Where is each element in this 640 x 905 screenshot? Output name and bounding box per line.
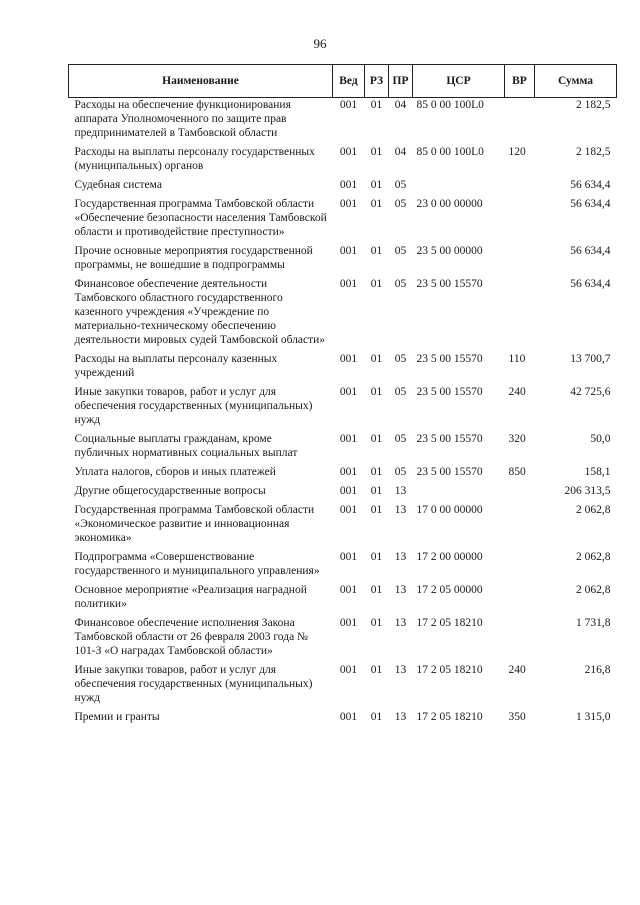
row-csr: 23 5 00 15570 [416,433,483,445]
row-ved: 001 [339,504,358,516]
row-ved: 001 [339,386,358,398]
row-csr: 23 5 00 15570 [416,386,483,398]
row-rz: 01 [370,711,383,723]
row-sum: 2 062,8 [576,551,611,563]
row-vr: 240 [508,386,526,398]
row-name: Уплата налогов, сборов и иных платежей [74,466,276,478]
header-name: Наименование [69,65,333,98]
table-row [69,385,617,432]
table-row [69,583,617,616]
row-rz: 01 [370,386,383,398]
row-vr [505,503,535,550]
row-rz: 01 [370,146,383,158]
row-csr: 23 0 00 00000 [416,198,483,210]
row-csr: 17 2 05 18210 [416,664,483,676]
row-vr [505,197,535,244]
row-vr: 240 [508,664,526,676]
row-sum: 13 700,7 [570,353,611,365]
row-name: Расходы на обеспечение функционирования аппарата Уполномоченного по защите прав предпринимателей в Тамбовской области [74,99,291,139]
row-rz: 01 [370,353,383,365]
row-name: Иные закупки товаров, работ и услуг для обеспечения государственных (муниципальных) нужд [74,664,313,704]
row-rz: 01 [370,485,383,497]
row-rz: 01 [370,99,383,111]
row-ved: 001 [339,179,358,191]
row-csr: 23 5 00 15570 [416,353,483,365]
row-rz: 01 [370,504,383,516]
row-csr [413,178,505,197]
row-csr: 23 5 00 15570 [416,278,483,290]
row-sum: 56 634,4 [570,198,611,210]
row-pr: 05 [394,353,407,365]
header-ved: Вед [333,65,365,98]
header-pr: ПР [389,65,413,98]
row-pr: 05 [394,198,407,210]
row-sum: 56 634,4 [570,179,611,191]
row-sum: 2 062,8 [576,584,611,596]
row-ved: 001 [339,617,358,629]
row-pr: 04 [394,99,407,111]
row-rz: 01 [370,179,383,191]
row-rz: 01 [370,198,383,210]
row-pr: 13 [394,617,407,629]
table-row [69,663,617,710]
row-sum: 1 731,8 [576,617,611,629]
row-name: Расходы на выплаты персоналу государственных (муниципальных) органов [74,146,315,172]
table-row [69,244,617,277]
row-name: Расходы на выплаты персоналу казенных учреждений [74,353,278,379]
row-vr [505,484,535,503]
table-row [69,145,617,178]
row-vr: 350 [508,711,526,723]
row-rz: 01 [370,245,383,257]
row-csr: 17 2 05 18210 [416,617,483,629]
table-row [69,277,617,352]
row-name: Государственная программа Тамбовской области «Обеспечение безопасности населения Тамбовской области и противодействие преступности» [74,198,327,238]
row-sum: 206 313,5 [564,485,611,497]
row-csr: 17 2 05 18210 [416,711,483,723]
row-name: Другие общегосударственные вопросы [74,485,266,497]
row-vr [505,244,535,277]
table-row [69,710,617,729]
row-rz: 01 [370,433,383,445]
row-ved: 001 [339,551,358,563]
budget-table [68,64,617,729]
row-pr: 05 [394,245,407,257]
row-sum: 56 634,4 [570,245,611,257]
row-name: Судебная система [74,179,162,191]
row-csr [413,484,505,503]
row-pr: 13 [394,584,407,596]
row-sum: 158,1 [584,466,611,478]
row-vr [505,616,535,663]
row-name: Государственная программа Тамбовской области «Экономическое развитие и инновационная экономика» [74,504,315,544]
table-row [69,465,617,484]
row-ved: 001 [339,466,358,478]
row-ved: 001 [339,198,358,210]
row-sum: 1 315,0 [576,711,611,723]
row-vr [505,178,535,197]
row-ved: 001 [339,353,358,365]
row-sum: 216,8 [584,664,611,676]
row-sum: 2 062,8 [576,504,611,516]
row-name: Подпрограмма «Совершенствование государственного и муниципального управления» [74,551,320,577]
row-csr: 17 0 00 00000 [416,504,483,516]
row-name: Финансовое обеспечение деятельности Тамбовского областного государственного казенного учреждения «Учреждение по материально-техническому обеспечению деятельности мировых судей Тамбовской области» [74,278,326,346]
row-vr [505,98,535,146]
row-sum: 2 182,5 [576,146,611,158]
table-row [69,484,617,503]
row-pr: 05 [394,433,407,445]
row-pr: 05 [394,179,407,191]
row-vr [505,583,535,616]
table-row [69,98,617,146]
row-pr: 04 [394,146,407,158]
row-sum: 56 634,4 [570,278,611,290]
row-name: Финансовое обеспечение исполнения Закона Тамбовской области от 26 февраля 2003 года № 101-З «О наградах Тамбовской области» [74,617,309,657]
row-vr [505,550,535,583]
row-ved: 001 [339,99,358,111]
row-rz: 01 [370,584,383,596]
row-sum: 42 725,6 [570,386,611,398]
row-ved: 001 [339,485,358,497]
row-name: Прочие основные мероприятия государственной программы, не вошедшие в подпрограммы [74,245,313,271]
table-row [69,616,617,663]
header-sum: Сумма [535,65,617,98]
row-csr: 23 5 00 15570 [416,466,483,478]
row-vr: 120 [508,146,526,158]
row-rz: 01 [370,278,383,290]
row-rz: 01 [370,551,383,563]
row-vr: 110 [508,353,526,365]
table-row [69,432,617,465]
row-vr: 850 [508,466,526,478]
row-name: Иные закупки товаров, работ и услуг для обеспечения государственных (муниципальных) нужд [74,386,313,426]
row-sum: 2 182,5 [576,99,611,111]
row-pr: 13 [394,711,407,723]
row-ved: 001 [339,584,358,596]
row-rz: 01 [370,664,383,676]
row-csr: 85 0 00 100L0 [416,146,484,158]
header-rz: РЗ [365,65,389,98]
table-row [69,550,617,583]
table-body [69,98,617,730]
row-csr: 17 2 05 00000 [416,584,483,596]
row-ved: 001 [339,278,358,290]
row-rz: 01 [370,617,383,629]
row-name: Социальные выплаты гражданам, кроме публичных нормативных социальных выплат [74,433,298,459]
header-vr: ВР [505,65,535,98]
row-pr: 13 [394,664,407,676]
table-row [69,503,617,550]
row-pr: 05 [394,278,407,290]
row-csr: 23 5 00 00000 [416,245,483,257]
header-csr: ЦСР [413,65,505,98]
table-row [69,197,617,244]
row-csr: 85 0 00 100L0 [416,99,484,111]
row-pr: 05 [394,466,407,478]
row-pr: 13 [394,551,407,563]
table-row [69,352,617,385]
row-ved: 001 [339,245,358,257]
row-pr: 13 [394,504,407,516]
row-sum: 50,0 [590,433,611,445]
row-name: Премии и гранты [74,711,160,723]
row-rz: 01 [370,466,383,478]
row-csr: 17 2 00 00000 [416,551,483,563]
page-number: 96 [313,36,327,51]
table-header-row [69,65,617,98]
table-row [69,178,617,197]
row-pr: 05 [394,386,407,398]
row-ved: 001 [339,146,358,158]
row-pr: 13 [394,485,407,497]
row-name: Основное мероприятие «Реализация наградной политики» [74,584,307,610]
row-ved: 001 [339,433,358,445]
row-ved: 001 [339,664,358,676]
row-vr [505,277,535,352]
row-vr: 320 [508,433,526,445]
row-ved: 001 [339,711,358,723]
